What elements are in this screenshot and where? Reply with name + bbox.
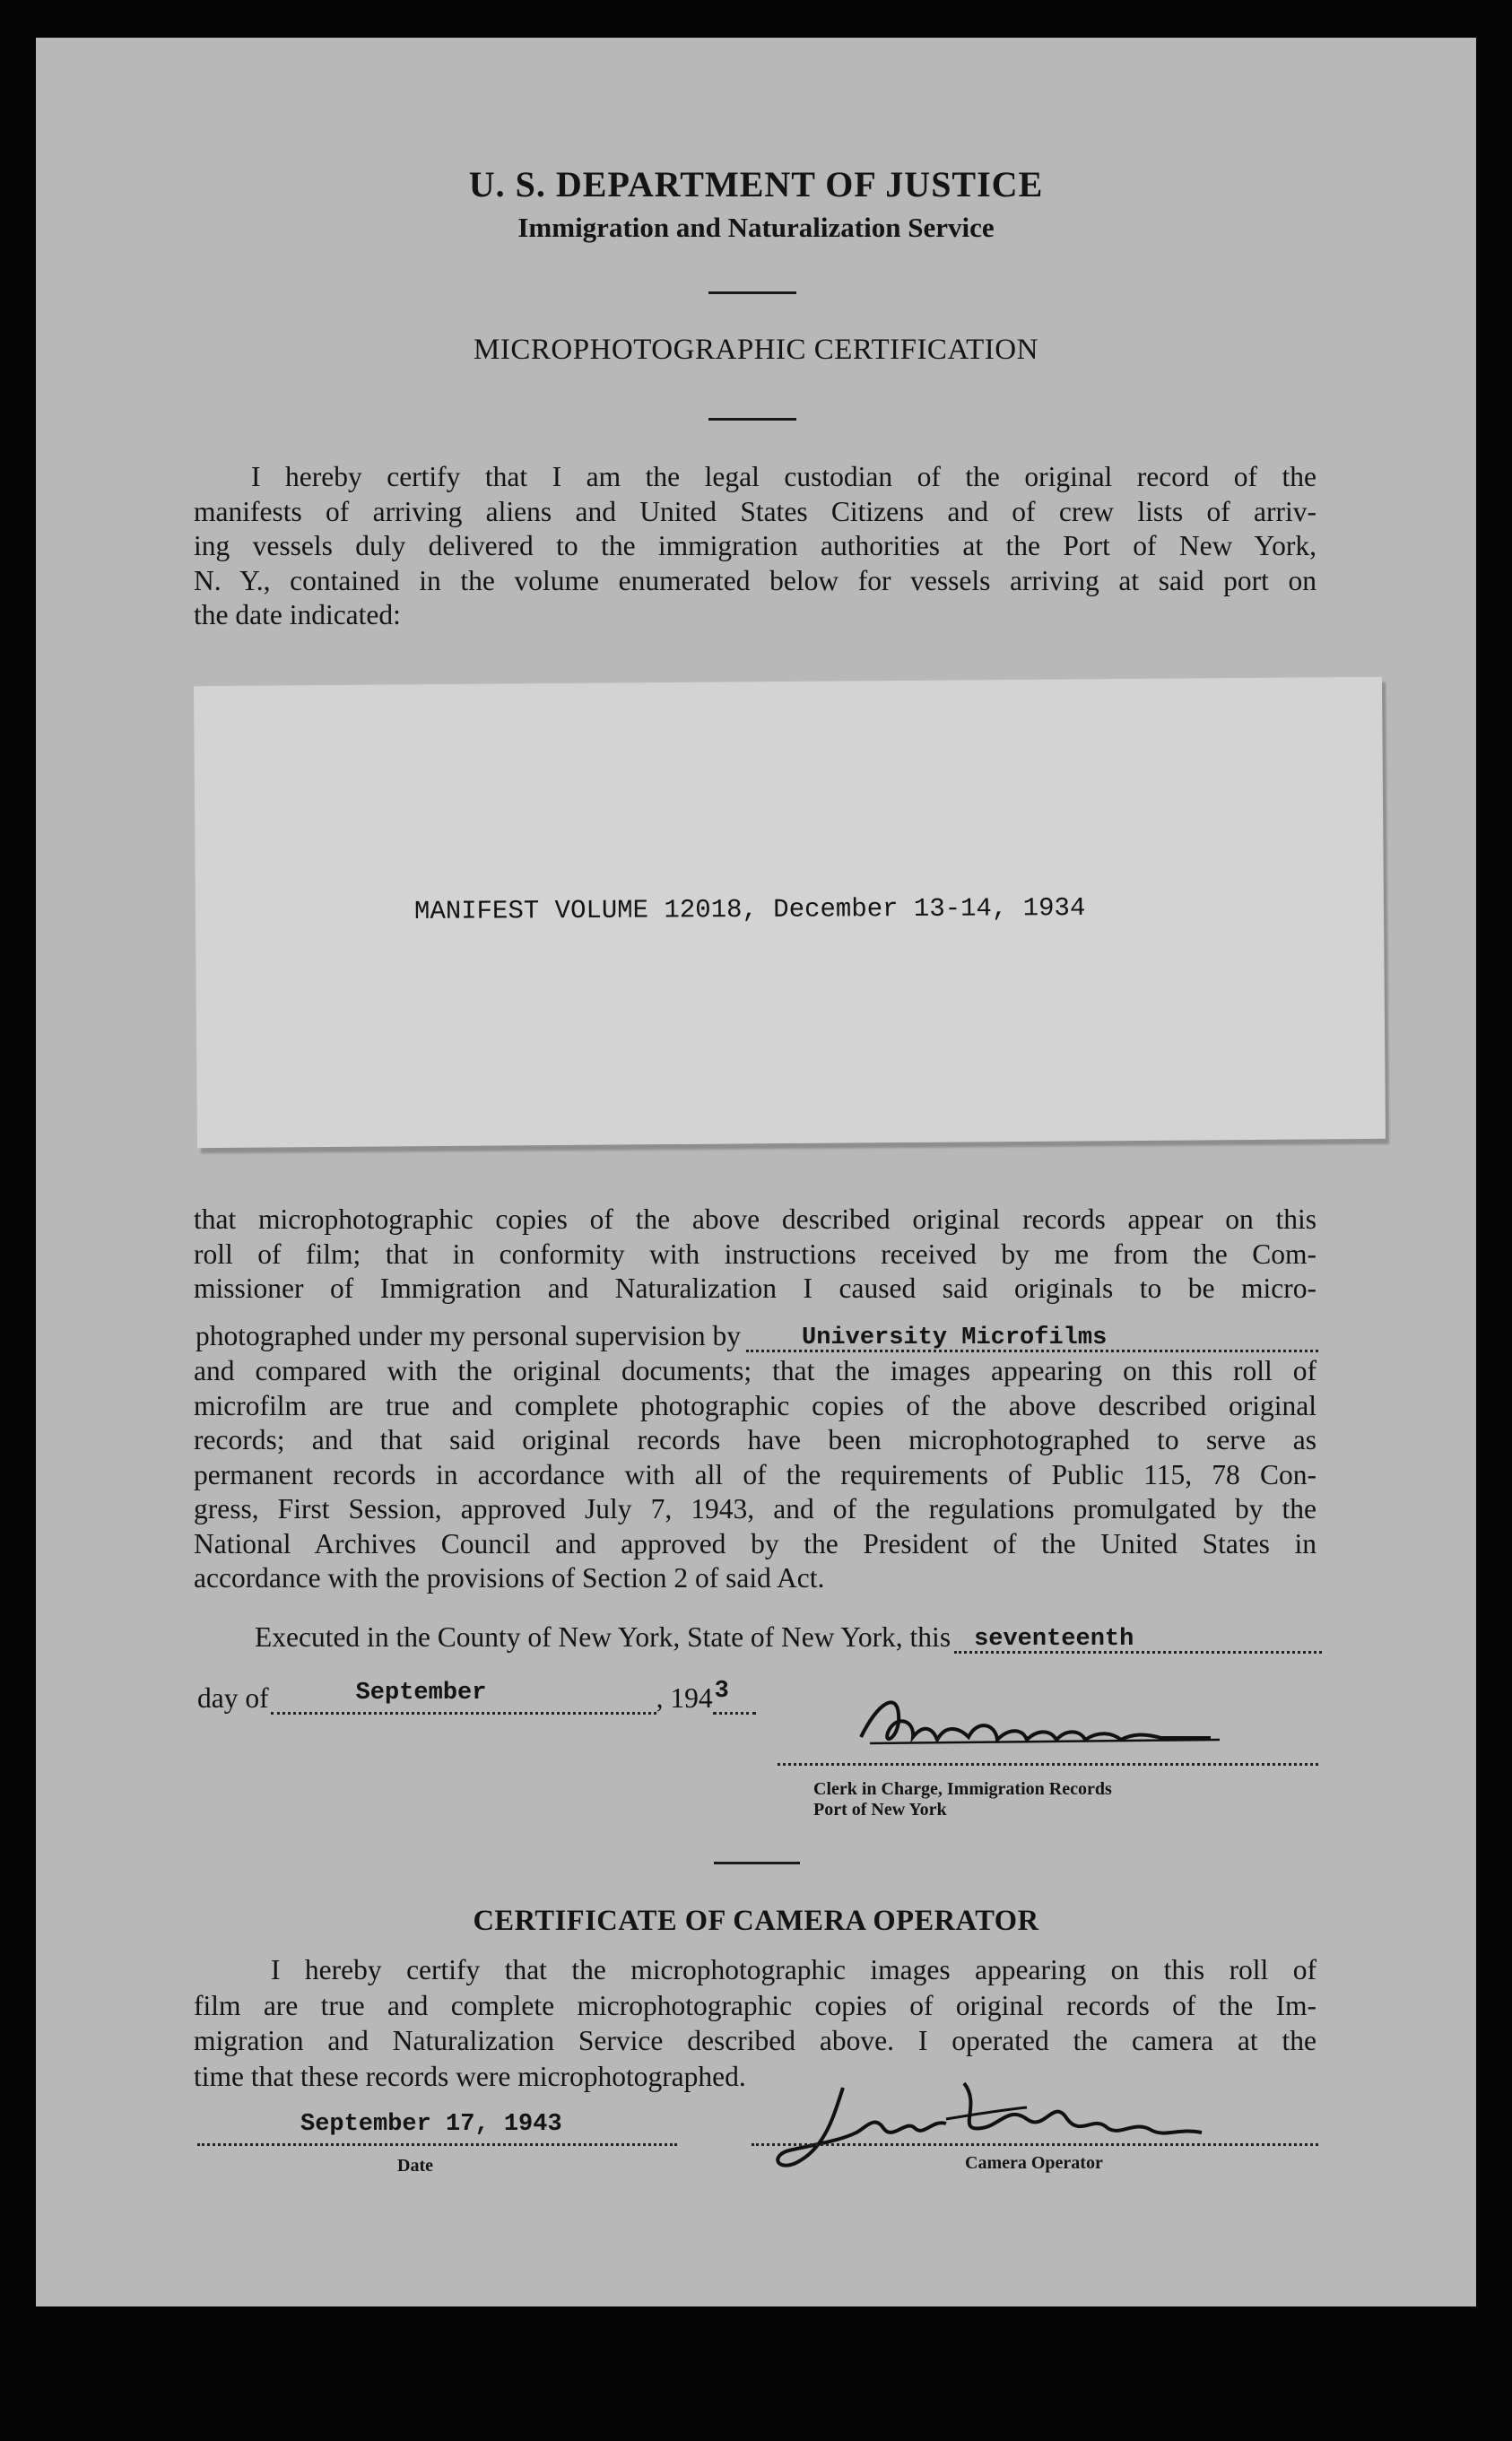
camera-line: migration and Naturalization Service described above. I operated the camera at the	[194, 2025, 1316, 2056]
supervisor-name: University Microfilms	[802, 1325, 1108, 1351]
body-paragraph	[194, 1203, 1316, 1307]
intro-paragraph	[194, 460, 1316, 633]
service-subtitle: Immigration and Naturalization Service	[517, 212, 995, 243]
year-prefix: , 194	[656, 1682, 713, 1714]
executed-prefix: Executed in the County of New York, State of New York, this	[255, 1621, 952, 1653]
manifest-volume-text: MANIFEST VOLUME 12018, December 13-14, 1934	[413, 893, 1086, 926]
year-filled: 3	[714, 1678, 729, 1705]
body-line: accordance with the provisions of Section 2 of said Act.	[194, 1562, 825, 1594]
divider	[714, 1862, 800, 1864]
supervision-prefix: photographed under my personal supervision by	[196, 1320, 742, 1351]
divider	[708, 418, 796, 421]
body-line: missioner of Immigration and Naturalization I caused said originals to be micro-	[194, 1273, 1316, 1304]
intro-line: I hereby certify that I am the legal custodian of the original record of the	[251, 461, 1316, 492]
camera-operator-label: Camera Operator	[965, 2153, 1103, 2173]
body-line: National Archives Council and approved by the President of the United States in	[194, 1527, 1316, 1559]
agency-title: U. S. DEPARTMENT OF JUSTICE	[468, 164, 1044, 204]
day-of-line	[197, 1678, 798, 1715]
camera-certificate-heading: CERTIFICATE OF CAMERA OPERATOR	[473, 1905, 1039, 1937]
executed-line	[255, 1621, 1322, 1654]
body-line: that microphotographic copies of the above described original records appear on this	[194, 1203, 1316, 1235]
intro-line: ing vessels duly delivered to the immigration authorities at the Port of New York,	[194, 530, 1316, 561]
camera-line: time that these records were microphotographed.	[194, 2060, 746, 2092]
intro-line: manifests of arriving aliens and United States Citizens and of crew lists of arriv-	[194, 495, 1316, 527]
month-fill-line	[271, 1680, 656, 1715]
month-filled: September	[355, 1680, 487, 1707]
camera-line: film are true and complete microphotographic copies of original records of the Im-	[194, 1989, 1316, 2021]
intro-line: N. Y., contained in the volume enumerated below for vessels arriving at said port on	[194, 564, 1316, 596]
camera-certificate-paragraph	[194, 1952, 1316, 2094]
year-fill-line	[713, 1678, 756, 1715]
body-line: and compared with the original documents; that the images appearing on this roll of	[194, 1355, 1316, 1386]
body-line: gress, First Session, approved July 7, 1943, and of the regulations promulgated by the	[194, 1493, 1316, 1525]
body-line: permanent records in accordance with all of the requirements of Public 115, 78 Con-	[194, 1458, 1316, 1490]
day-of-label: day of	[197, 1682, 269, 1714]
operator-signature-line	[752, 2124, 1318, 2146]
day-filled: seventeenth	[974, 1626, 1134, 1653]
divider	[708, 291, 796, 294]
document-heading: MICROPHOTOGRAPHIC CERTIFICATION	[474, 334, 1038, 366]
intro-line: the date indicated:	[194, 599, 401, 630]
day-fill-line	[954, 1628, 1322, 1654]
body-paragraph-continued	[194, 1354, 1316, 1596]
clerk-title-line: Port of New York	[813, 1800, 947, 1820]
date-label: Date	[397, 2156, 433, 2176]
body-line: microfilm are true and complete photographic copies of the above described original	[194, 1389, 1316, 1421]
supervision-fill-line	[746, 1326, 1318, 1352]
supervision-line	[196, 1320, 1318, 1352]
clerk-title-line: Clerk in Charge, Immigration Records	[813, 1779, 1112, 1799]
date-filled: September 17, 1943	[300, 2111, 562, 2138]
clerk-title	[813, 1779, 1112, 1820]
body-line: records; and that said original records have been microphotographed to serve as	[194, 1424, 1316, 1455]
body-line: roll of film; that in conformity with instructions received by me from the Com-	[194, 1238, 1316, 1270]
camera-line: I hereby certify that the microphotographic images appearing on this roll of	[271, 1954, 1316, 1985]
clerk-signature-line	[778, 1745, 1318, 1766]
